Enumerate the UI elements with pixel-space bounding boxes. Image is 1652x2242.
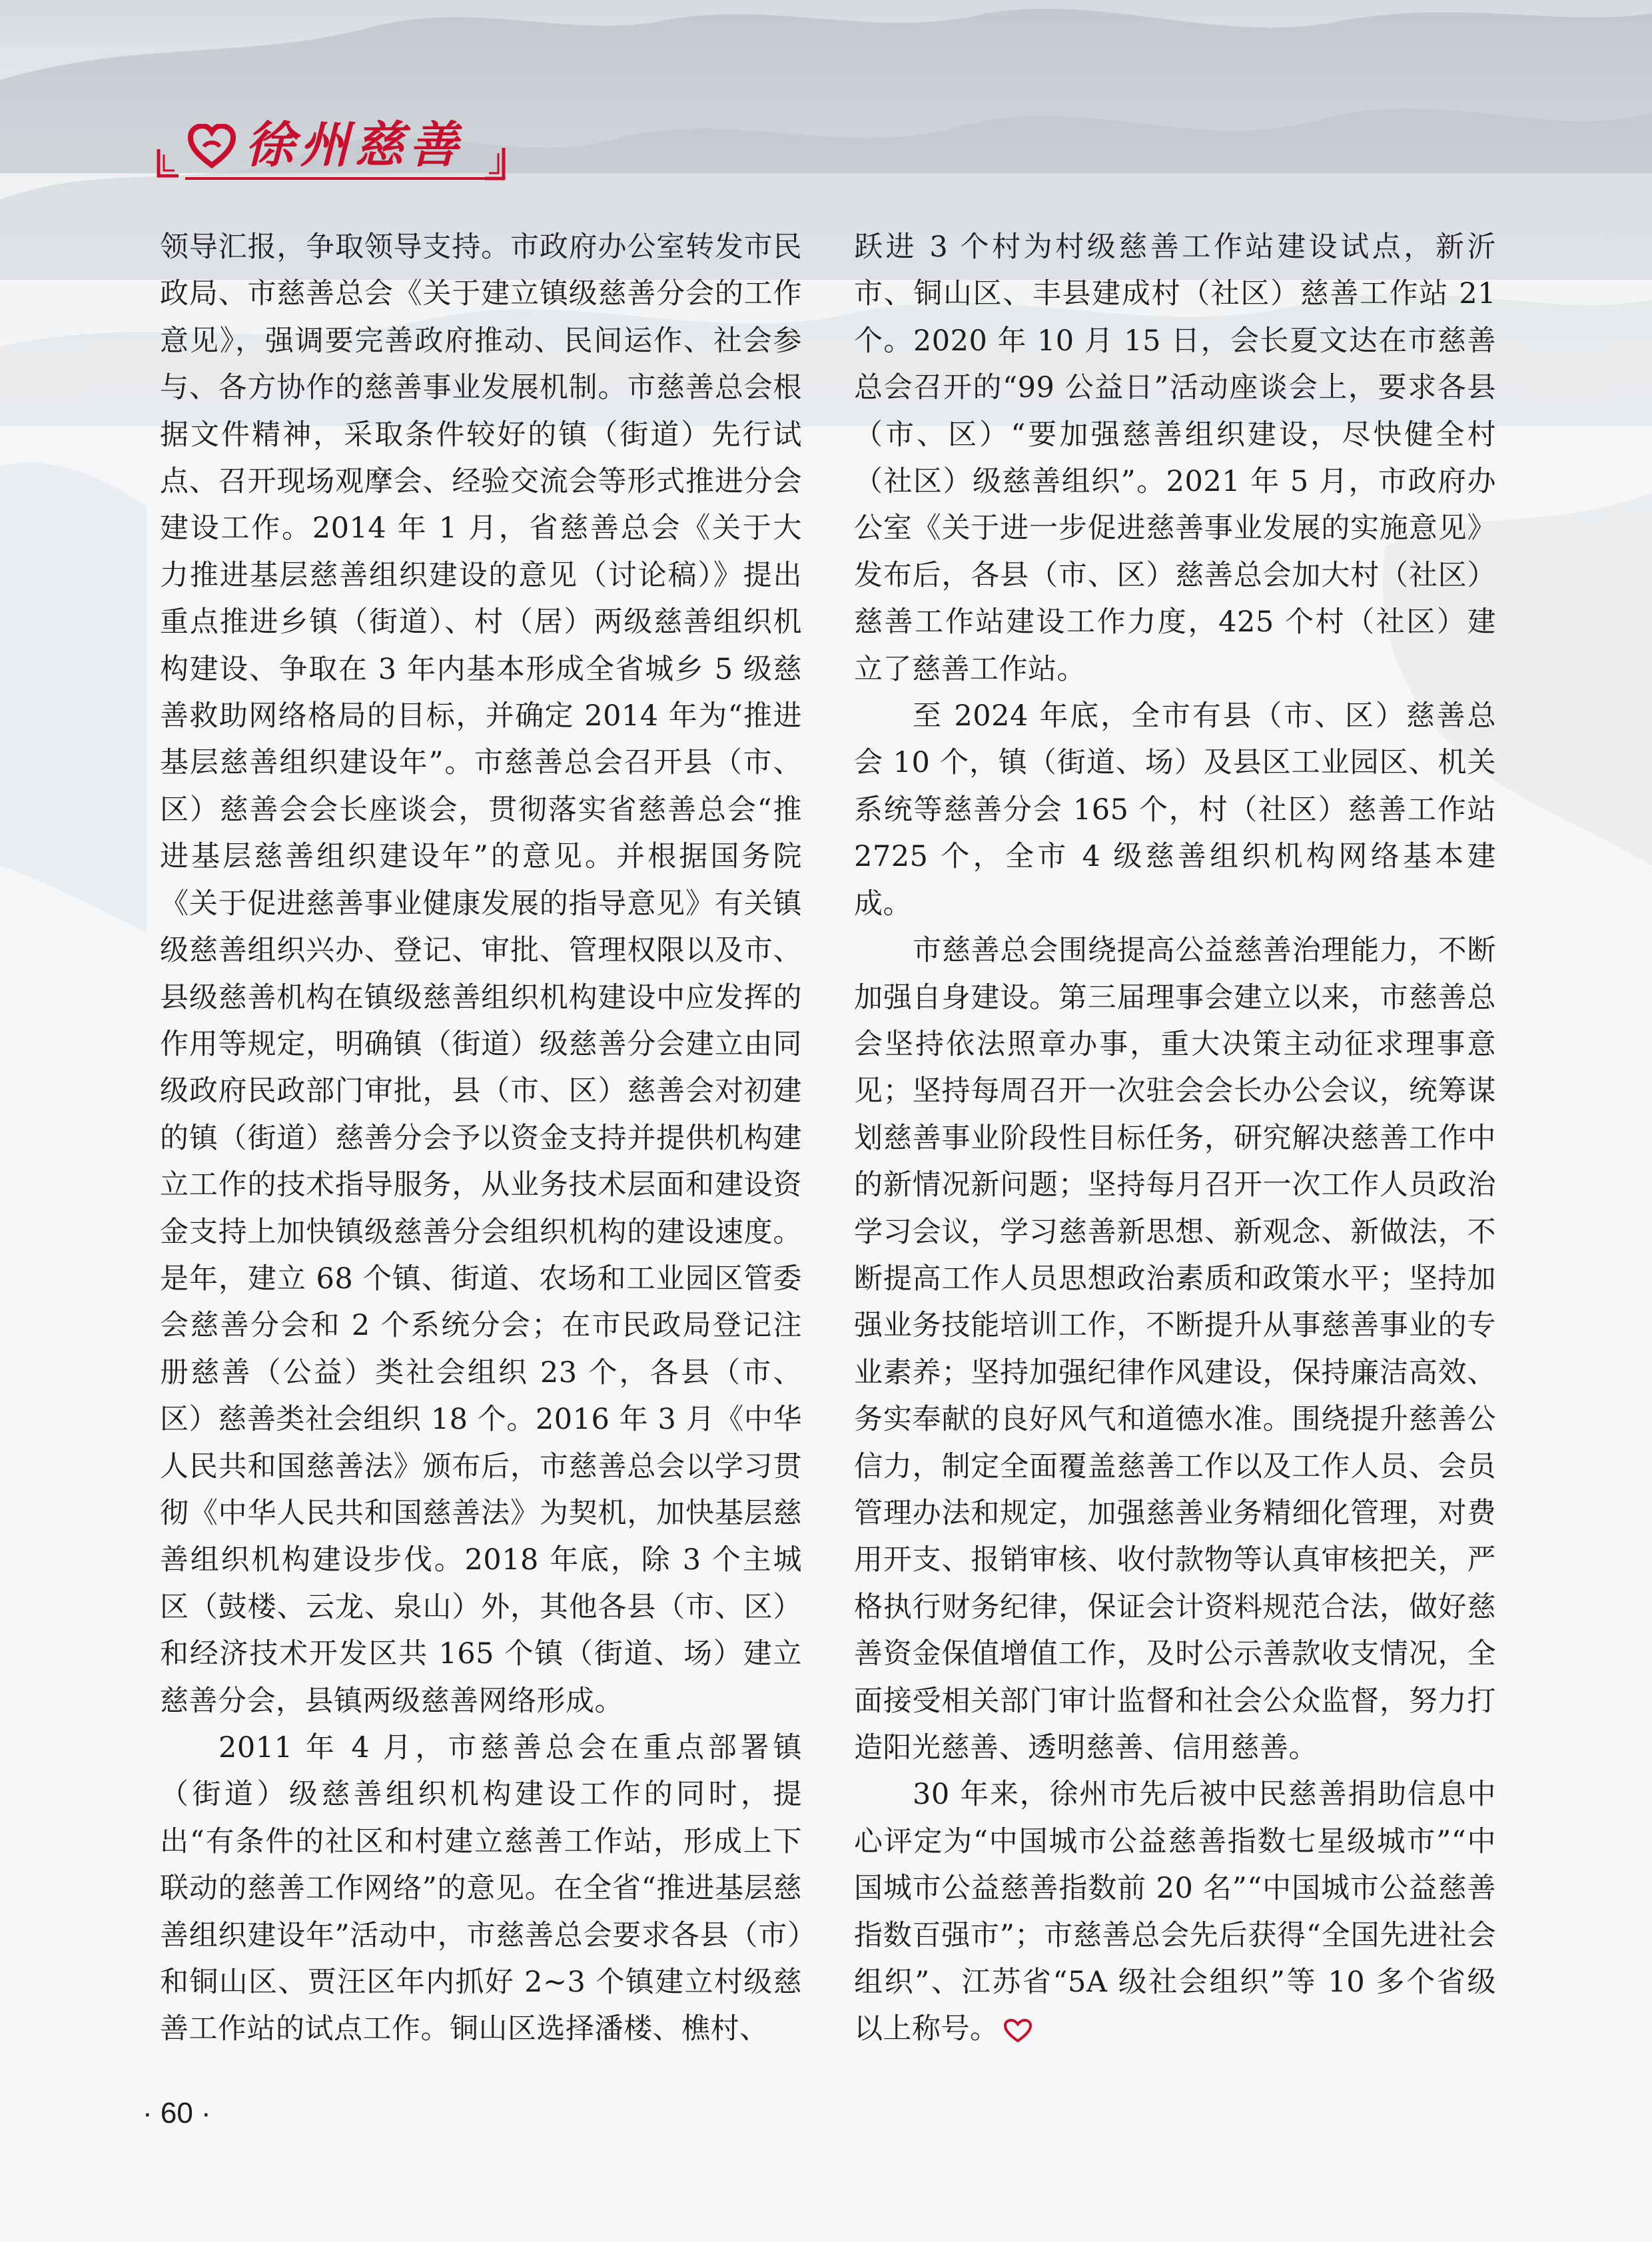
left-column xyxy=(160,224,802,2053)
heart-icon xyxy=(1003,2019,1032,2043)
magazine-title: 徐州慈善 xyxy=(245,117,464,174)
paragraph: 领导汇报，争取领导支持。市政府办公室转发市民政局、市慈善总会《关于建立镇级慈善分会的工作意见》，强调要完善政府推动、民间运作、社会参与、各方协作的慈善事业发展机制。市慈善总会根据文件精神，采取条件较好的镇（街道）先行试点、召开现场观摩会、经验交流会等形式推进分会建设工作。2014 年 1 月，省慈善总会《关于大力推进基层慈善组织建设的意见（讨论稿）》提出重点推进乡镇（街道）、村（居）两级慈善组织机构建设、争取在 3 年内基本形成全省城乡 5 级慈善救助网络格局的目标，并确定 2014 年为“推进基层慈善组织建设年”。市慈善总会召开县（市、区）慈善会会长座谈会，贯彻落实省慈善总会“推进基层慈善组织建设年”的意见。并根据国务院《关于促进慈善事业健康发展的指导意见》有关镇级慈善组织兴办、登记、审批、管理权限以及市、县级慈善机构在镇级慈善组织机构建设中应发挥的作用等规定，明确镇（街道）级慈善分会建立由同级政府民政部门审批，县（市、区）慈善会对初建的镇（街道）慈善分会予以资金支持并提供机构建立工作的技术指导服务，从业务技术层面和建设资金支持上加快镇级慈善分会组织机构的建设速度。是年，建立 68 个镇、街道、农场和工业园区管委会慈善分会和 2 个系统分会；在市民政局登记注册慈善（公益）类社会组织 23 个，各县（市、区）慈善类社会组织 18 个。2016 年 3 月《中华人民共和国慈善法》颁布后，市慈善总会以学习贯彻《中华人民共和国慈善法》为契机，加快基层慈善组织机构建设步伐。2018 年底，除 3 个主城区（鼓楼、云龙、泉山）外，其他各县（市、区）和经济技术开发区共 165 个镇（街道、场）建立慈善分会，县镇两级慈善网络形成。 xyxy=(160,230,802,1718)
paragraph-final xyxy=(854,1771,1496,2052)
page-number: · 60 · xyxy=(143,2097,211,2129)
paragraph: 至 2024 年底，全市有县（市、区）慈善总会 10 个，镇（街道、场）及县区工业园区、机关系统等慈善分会 165 个，村（社区）慈善工作站 2725 个，全市 4 级慈善组织机构网络基本建成。 xyxy=(854,699,1496,921)
paragraph-text: 30 年来，徐州市先后被中民慈善捐助信息中心评定为“中国城市公益慈善指数七星级城市”“中国城市公益慈善指数前 20 名”“中国城市公益慈善指数百强市”；市慈善总会先后获得“全国先进社会组织”、江苏省“5A 级社会组织”等 10 多个省级以上称号。 xyxy=(854,1778,1496,2046)
magazine-header xyxy=(152,109,512,189)
right-column xyxy=(854,224,1496,2053)
paragraph: 2011 年 4 月，市慈善总会在重点部署镇（街道）级慈善组织机构建设工作的同时，提出“有条件的社区和村建立慈善工作站，形成上下联动的慈善工作网络”的意见。在全省“推进基层慈善组织建设年”活动中，市慈善总会要求各县（市）和铜山区、贾汪区年内抓好 2~3 个镇建立村级慈善工作站的试点工作。铜山区选择潘楼、樵村、 xyxy=(160,1731,802,2046)
paragraph: 跃进 3 个村为村级慈善工作站建设试点，新沂市、铜山区、丰县建成村（社区）慈善工作站 21 个。2020 年 10 月 15 日，会长夏文达在市慈善总会召开的“99 公益日”活动座谈会上，要求各县（市、区）“要加强慈善组织建设，尽快健全村（社区）级慈善组织”。2021 年 5 月，市政府办公室《关于进一步促进慈善事业发展的实施意见》发布后，各县（市、区）慈善总会加大村（社区）慈善工作站建设工作力度，425 个村（社区）建立了慈善工作站。 xyxy=(854,230,1496,686)
heart-emblem-icon xyxy=(188,124,236,169)
paragraph: 市慈善总会围绕提高公益慈善治理能力，不断加强自身建设。第三届理事会建立以来，市慈善总会坚持依法照章办事，重大决策主动征求理事意见；坚持每周召开一次驻会会长办公会议，统筹谋划慈善事业阶段性目标任务，研究解决慈善工作中的新情况新问题；坚持每月召开一次工作人员政治学习会议，学习慈善新思想、新观念、新做法，不断提高工作人员思想政治素质和政策水平；坚持加强业务技能培训工作，不断提升从事慈善事业的专业素养；坚持加强纪律作风建设，保持廉洁高效、务实奉献的良好风气和道德水准。围绕提升慈善公信力，制定全面覆盖慈善工作以及工作人员、会员管理办法和规定，加强慈善业务精细化管理，对费用开支、报销审核、收付款物等认真审核把关，严格执行财务纪律，保证会计资料规范合法，做好慈善资金保值增值工作，及时公示善款收支情况，全面接受相关部门审计监督和社会公众监督，努力打造阳光慈善、透明慈善、信用慈善。 xyxy=(854,934,1496,1764)
